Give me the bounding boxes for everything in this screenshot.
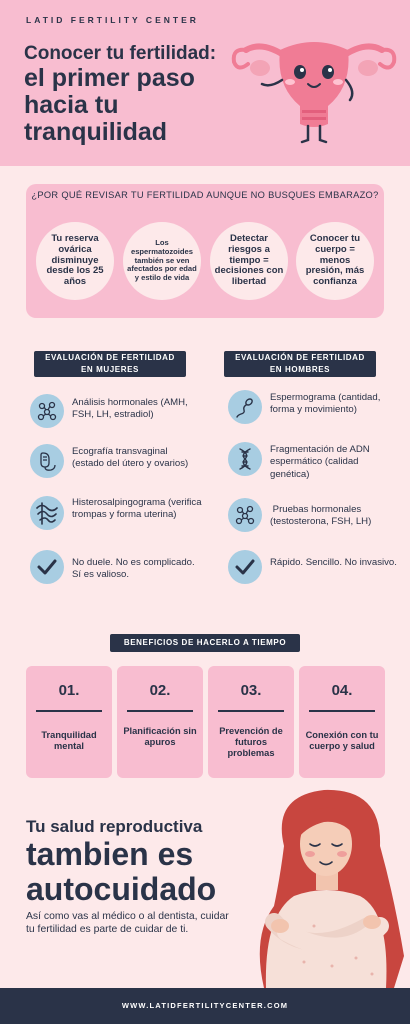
men-evaluation-heading [224,351,376,377]
men-item-reassurance: Rápido. Sencillo. No invasivo. [270,557,397,568]
checkmark-icon [30,550,64,584]
benefit-divider [309,710,375,712]
woman-self-hug-illustration [244,786,410,988]
closing-subtitle: Así como vas al médico o al dentista, cuidar tu fertilidad es parte de cuidar de ti. [26,911,229,936]
benefit-text: Conexión con tu cuerpo y salud [305,730,379,751]
why-item-sperm-quality: Los espermatozoides también se ven afectados por edad y estilo de vida [123,222,201,300]
why-section-title: ¿POR QUÉ REVISAR TU FERTILIDAD AUNQUE NO BUSQUES EMBARAZO? [31,190,379,200]
why-item-know-body: Conocer tu cuerpo = menos presión, más confianza [296,222,374,300]
closing-title [26,818,216,907]
benefit-divider [218,710,284,712]
footer-website[interactable]: WWW.LATIDFERTILITYCENTER.COM [0,988,410,1024]
benefit-card-3 [208,666,294,778]
title-line-2: el primer paso [24,63,195,92]
why-item-ovarian-reserve: Tu reserva ovárica disminuye desde los 25 años [36,222,114,300]
checkmark-icon [228,550,262,584]
header-banner [0,0,410,166]
benefit-text: Prevención de futuros problemas [219,726,283,758]
men-item-spermogram: Espermograma (cantidad, forma y movimiento) [270,392,381,416]
benefit-text: Planificación sin apuros [123,726,197,747]
benefit-number: 04. [331,682,353,699]
page-title [24,44,216,146]
title-line-3: hacia tu [24,91,119,120]
dna-icon [228,442,262,476]
why-item-detect-risks: Detectar riesgos a tiempo = decisiones con libertad [210,222,288,300]
men-heading-line-2: EN HOMBRES [269,365,331,374]
women-item-ultrasound: Ecografía transvaginal (estado del útero y ovarios) [72,446,189,470]
title-line-4: tranquilidad [24,118,168,147]
benefit-text: Tranquilidad mental [41,730,97,751]
women-item-hormonal: Análisis hormonales (AMH, FSH, LH, estradiol) [72,397,188,421]
hormone-molecule-icon [30,394,64,428]
women-evaluation-heading [34,351,186,377]
women-item-reassurance: No duele. No es complicado. Sí es valioso. [72,557,195,581]
uterus-mascot-illustration [228,28,400,146]
why-section-panel [26,184,384,318]
fallopian-tube-icon [30,496,64,530]
ultrasound-probe-icon [30,444,64,478]
closing-line-2: tambien es [26,835,194,872]
men-item-dna-fragmentation: Fragmentación de ADN espermático (calidad genética) [270,444,370,480]
women-item-hysterosalpingogram: Histerosalpingograma (verifica trompas y forma uterina) [72,497,202,521]
benefit-number: 03. [240,682,262,699]
men-item-hormonal: Pruebas hormonales (testosterona, FSH, LH) [270,504,372,528]
closing-line-1: Tu salud reproductiva [26,817,203,836]
men-heading-line-1: EVALUACIÓN DE FERTILIDAD [235,353,365,362]
benefit-number: 02. [149,682,171,699]
benefit-divider [36,710,102,712]
sperm-icon [228,390,262,424]
benefit-card-2 [117,666,203,778]
women-heading-line-1: EVALUACIÓN DE FERTILIDAD [45,353,175,362]
hormone-molecule-icon [228,498,262,532]
benefit-number: 01. [58,682,80,699]
benefit-divider [127,710,193,712]
brand-name: LATID FERTILITY CENTER [26,15,199,25]
benefit-card-1 [26,666,112,778]
title-line-1: Conocer tu fertilidad: [24,43,217,64]
closing-line-3: autocuidado [26,871,217,908]
women-heading-line-2: EN MUJERES [80,365,139,374]
benefits-heading: BENEFICIOS DE HACERLO A TIEMPO [110,634,300,652]
benefit-card-4 [299,666,385,778]
